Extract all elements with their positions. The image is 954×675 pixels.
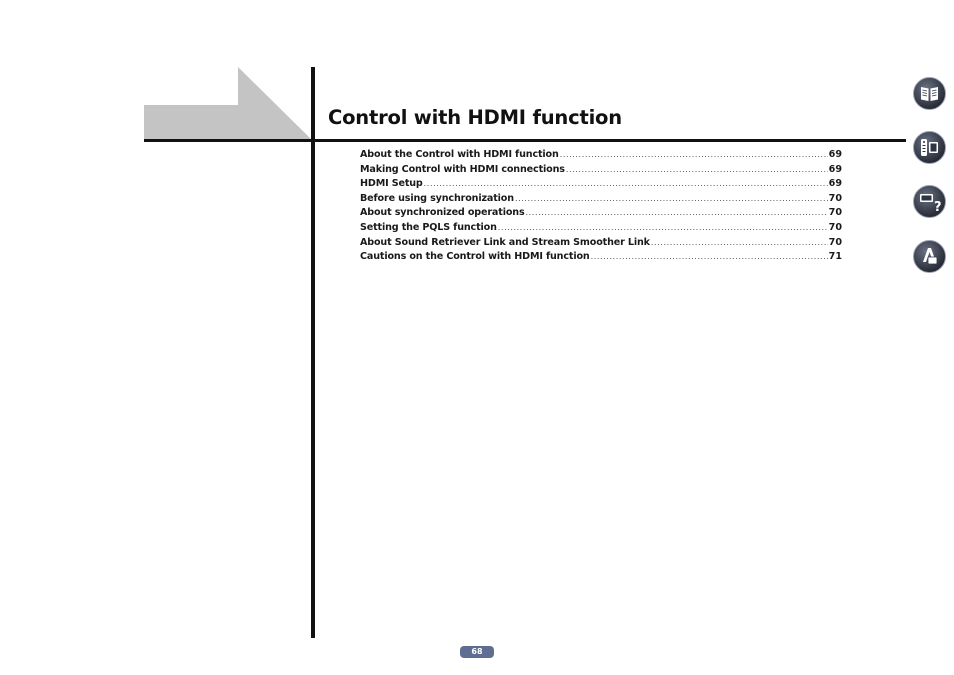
toc-entry-label: About Sound Retriever Link and Stream Smoother Link (360, 236, 650, 248)
remote-control-icon[interactable] (913, 131, 946, 164)
toc-entry-sound-retriever[interactable] (360, 237, 842, 252)
page-title: Control with HDMI function (328, 106, 622, 129)
toc-entry-making-connections[interactable] (360, 164, 842, 179)
svg-text:?: ? (934, 200, 942, 215)
appendix-icon[interactable] (913, 240, 946, 273)
toc-leader-dots (560, 150, 828, 159)
toc-leader-dots (424, 179, 828, 188)
toc-entry-sync-operations[interactable] (360, 207, 842, 222)
toc-leader-dots (651, 238, 828, 247)
toc-entry-label: Setting the PQLS function (360, 221, 497, 233)
toc-entry-cautions[interactable] (360, 251, 842, 266)
book-icon[interactable] (913, 77, 946, 110)
toc-entry-before-sync[interactable] (360, 193, 842, 208)
toc-leader-dots (591, 252, 828, 261)
toc-entry-label: Making Control with HDMI connections (360, 163, 565, 175)
toc-entry-label: Cautions on the Control with HDMI function (360, 251, 590, 263)
toc-entry-page: 71 (828, 251, 842, 263)
toc-entry-pqls[interactable] (360, 222, 842, 237)
horizontal-rule (144, 139, 906, 142)
toc-entry-label: Before using synchronization (360, 192, 514, 204)
toc-entry-label: HDMI Setup (360, 178, 423, 190)
toc-entry-page: 70 (828, 207, 842, 219)
table-of-contents (360, 149, 842, 266)
toc-entry-page: 70 (828, 192, 842, 204)
page-number-badge: 68 (460, 646, 494, 658)
toc-entry-hdmi-setup[interactable] (360, 178, 842, 193)
toc-entry-page: 70 (828, 221, 842, 233)
toc-entry-page: 69 (828, 178, 842, 190)
toc-leader-dots (515, 194, 828, 203)
toc-leader-dots (498, 223, 828, 232)
toc-entry-label: About synchronized operations (360, 207, 525, 219)
toc-entry-about-control[interactable] (360, 149, 842, 164)
toc-entry-label: About the Control with HDMI function (360, 149, 559, 160)
toc-entry-page: 69 (828, 163, 842, 175)
toc-entry-page: 69 (828, 149, 842, 160)
toc-entry-page: 70 (828, 236, 842, 248)
help-icon[interactable] (913, 185, 946, 218)
toc-leader-dots (526, 208, 828, 217)
toc-leader-dots (566, 165, 828, 174)
vertical-rule (311, 67, 315, 638)
